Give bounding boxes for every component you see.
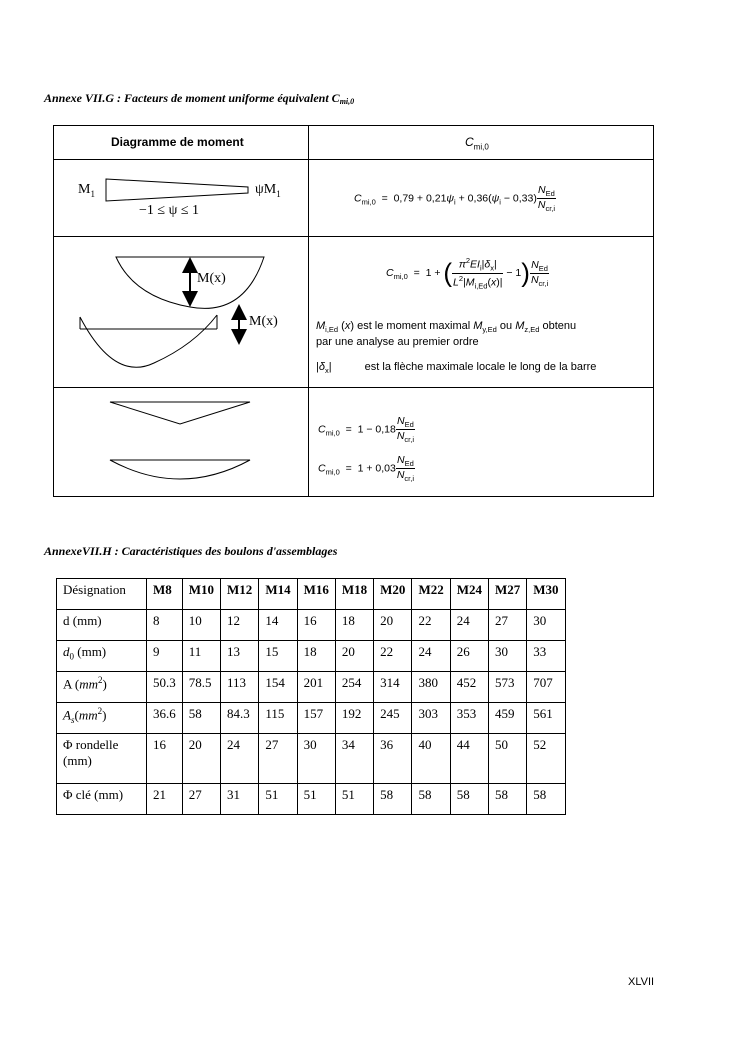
formula-cmi0-concentrated: $C_{mi,0} = 1 - 0,18$ $\frac{N_{Ed}}{N_{cr,i}}$	[318, 415, 414, 445]
label-psi-m1: $\psi M_1$	[255, 182, 281, 199]
label-mx-top: M(x)	[197, 271, 226, 286]
annex-h-title: AnnexeVII.H : Caractéristiques des boulons d'assemblages	[44, 544, 338, 558]
annex-g-title: Annexe VII.G : Facteurs de moment uniforme équivalent $C_{mi,0}$	[44, 91, 355, 106]
table-row: d (mm) 8 10 12 14 16 18 20 22 24 27 30	[57, 610, 566, 641]
table-row: $d_0$ (mm) 9 11 13 15 18 20 22 24 26 30 33	[57, 641, 566, 672]
table-header-row: Désignation M8 M10 M12 M14 M16 M18 M20 M22 M24 M27 M30	[57, 579, 566, 610]
table-row: Φ clé (mm) 21 27 31 51 51 51 58 58 58 58 58	[57, 784, 566, 815]
table-row: A $(mm^2)$ 50.3 78.5 113 154 201 254 314 380 452 573 707	[57, 672, 566, 703]
label-m1: $M_1$	[78, 182, 95, 199]
formula-cmi0-linear: $C_{mi,0} = 0,79 + 0,21\psi_i + 0,36(\psi_i - 0,33)$ $\frac{N_{Ed}}{N_{cr,i}}$	[354, 184, 556, 214]
header-cmi0: $C_{mi,0}$	[465, 135, 489, 152]
formula-cmi0-deflection: $C_{mi,0} = 1$ + ( $\frac{\pi^2EI_i|\delta_x|}{L^2|M_{i,Ed}(x)|}$ − 1) $\frac{N_{Ed}}{N_{cr,i}}$	[386, 256, 549, 291]
note-mi-ed: $M_{i,Ed}$ (x) est le moment maximal $M_{y,Ed}$ ou $M_{z,Ed}$ obtenu par une analyse au premier ordre	[316, 320, 577, 349]
distributed-load-moment-diagrams	[54, 237, 308, 387]
page-number: XLVII	[628, 976, 655, 988]
table-row: Φ rondelle (mm) 16 20 24 27 30 34 36 40 44 50 52	[57, 734, 566, 784]
header-designation: Désignation	[57, 579, 147, 610]
formula-cmi0-uniform: $C_{mi,0} = 1 + 0,03$ $\frac{N_{Ed}}{N_{cr,i}}$	[318, 454, 414, 484]
label-mx-bottom: M(x)	[249, 314, 278, 329]
moment-factor-table	[53, 125, 654, 497]
bolt-characteristics-table	[56, 578, 566, 815]
header-moment-diagram: Diagramme de moment	[111, 135, 244, 149]
concentrated-load-moment-diagrams	[54, 388, 308, 498]
psi-range: −1 ≤ ψ ≤ 1	[139, 203, 200, 218]
note-delta-x: $|\delta_x|$ est la flèche maximale locale le long de la barre	[316, 361, 597, 376]
table-row: $A_s(mm^2)$ 36.6 58 84.3 115 157 192 245 303 353 459 561	[57, 703, 566, 734]
